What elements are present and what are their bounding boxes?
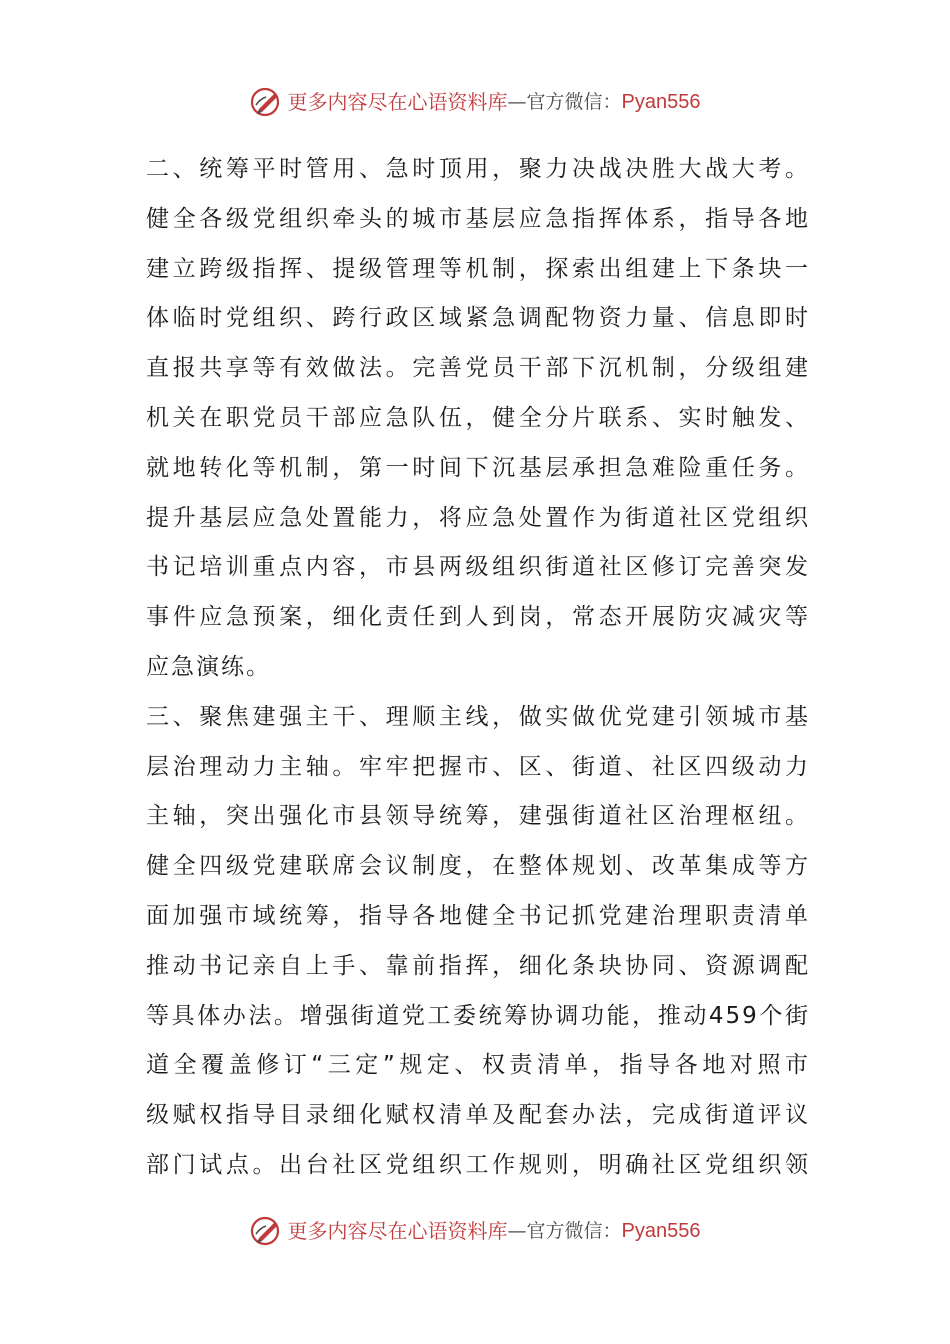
watermark-text	[288, 1221, 701, 1241]
watermark-sub-text: 官方微信：	[526, 1219, 622, 1242]
body-line: 应急演练。	[146, 653, 271, 680]
body-line: 主轴，突出强化市县领导统筹，建强街道社区治理枢纽。	[146, 803, 810, 830]
footer-watermark	[0, 1211, 950, 1251]
body-line: 体临时党组织、跨行政区域紧急调配物资力量、信息即时	[146, 305, 810, 332]
body-line: 健全四级党建联席会议制度，在整体规划、改革集成等方	[146, 853, 810, 880]
header-watermark	[0, 82, 950, 122]
body-line: 面加强市域统筹，指导各地健全书记抓党建治理职责清单	[146, 902, 810, 929]
watermark-main-text: 更多内容尽在心语资料库	[287, 90, 508, 114]
document-body	[146, 145, 810, 1191]
watermark-wechat-id: Pyan556	[621, 1220, 701, 1242]
body-line: 提升基层应急处置能力，将应急处置作为街道社区党组织	[146, 504, 810, 531]
watermark-dash: —	[507, 1219, 527, 1242]
body-line: 等具体办法。增强街道党工委统筹协调功能，推动459个街	[146, 1002, 810, 1029]
body-line: 三、聚焦建强主干、理顺主线，做实做优党建引领城市基	[146, 703, 810, 730]
watermark-text	[288, 92, 701, 112]
body-line: 层治理动力主轴。牢牢把握市、区、街道、社区四级动力	[146, 753, 810, 780]
body-line: 部门试点。出台社区党组织工作规则，明确社区党组织领	[146, 1151, 810, 1178]
body-line: 事件应急预案，细化责任到人到岗，常态开展防灾减灾等	[146, 604, 810, 631]
body-line: 推动书记亲自上手、靠前指挥，细化条块协同、资源调配	[146, 952, 810, 979]
body-line: 建立跨级指挥、提级管理等机制，探索出组建上下条块一	[146, 255, 810, 282]
body-line: 级赋权指导目录细化赋权清单及配套办法，完成街道评议	[146, 1102, 810, 1129]
body-line: 机关在职党员干部应急队伍，健全分片联系、实时触发、	[146, 404, 810, 431]
watermark-main-text: 更多内容尽在心语资料库	[287, 1219, 508, 1243]
body-line: 就地转化等机制，第一时间下沉基层承担急难险重任务。	[146, 454, 810, 481]
body-line: 直报共享等有效做法。完善党员干部下沉机制，分级组建	[146, 355, 810, 382]
body-line: 二、统筹平时管用、急时顶用，聚力决战决胜大战大考。	[146, 156, 810, 182]
pen-logo-icon	[250, 1214, 284, 1248]
watermark-wechat-id: Pyan556	[621, 91, 701, 113]
body-line: 书记培训重点内容，市县两级组织街道社区修订完善突发	[146, 554, 810, 581]
body-line: 健全各级党组织牵头的城市基层应急指挥体系，指导各地	[146, 205, 810, 232]
body-line: 道全覆盖修订“三定”规定、权责清单，指导各地对照市	[146, 1052, 810, 1079]
watermark-sub-text: 官方微信：	[526, 90, 622, 113]
watermark-dash: —	[507, 90, 527, 113]
pen-logo-icon	[250, 85, 284, 119]
